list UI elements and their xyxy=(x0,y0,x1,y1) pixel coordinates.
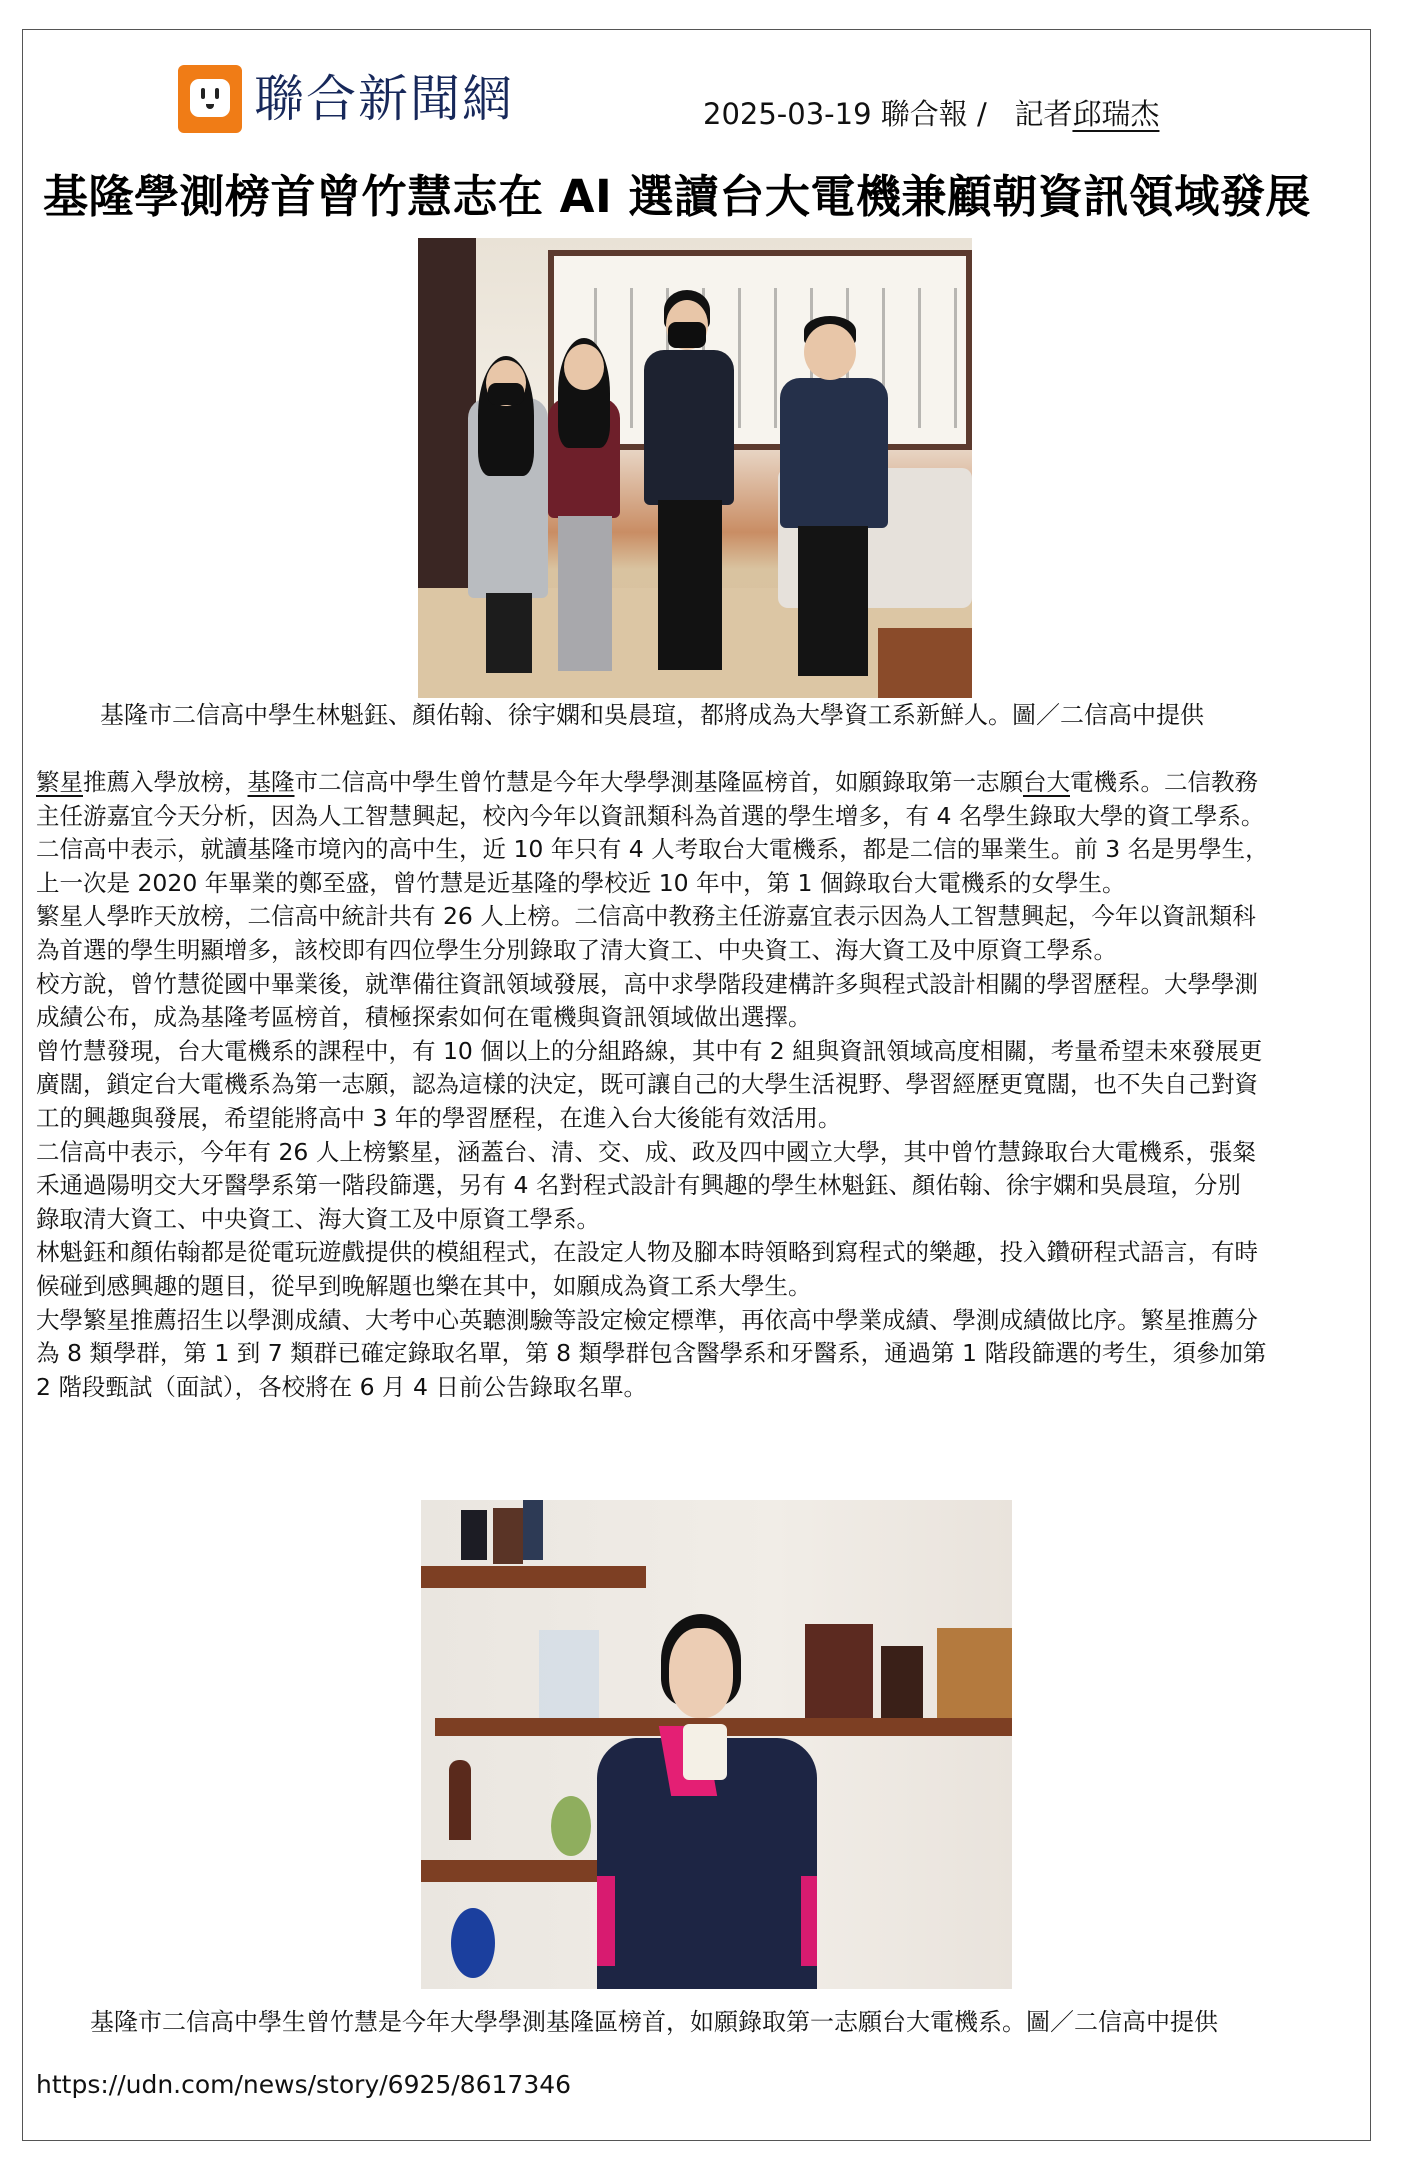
zeng-zhuhui-portrait-photo xyxy=(421,1500,1012,1989)
body-line xyxy=(36,1337,1361,1371)
body-line xyxy=(36,1203,1361,1237)
body-text: 校方說，曾竹慧從國中畢業後，就準備往資訊領域發展，高中求學階段建構許多與程式設計相關的學習歷程。大學學測 xyxy=(36,969,1258,998)
body-text: 林魁鈺和顏佑翰都是從電玩遊戲提供的模組程式，在設定人物及腳本時領略到寫程式的樂趣，投入鑽研程式語言，有時 xyxy=(36,1238,1258,1267)
body-line xyxy=(36,833,1361,867)
body-line xyxy=(36,1068,1361,1102)
body-line xyxy=(36,1169,1361,1203)
udn-mascot-icon xyxy=(178,65,242,133)
body-text: 廣闊，鎖定台大電機系為第一志願，認為這樣的決定，既可讓自己的大學生活視野、學習經歷更寬闊，也不失自己對資 xyxy=(36,1070,1258,1099)
body-text: 候碰到感興趣的題目，從早到晚解題也樂在其中，如願成為資工系大學生。 xyxy=(36,1271,812,1300)
udn-logo[interactable] xyxy=(178,65,514,133)
body-text: 大學繁星推薦招生以學測成績、大考中心英聽測驗等設定檢定標準，再依高中學業成績、學測成績做比序。繁星推薦分 xyxy=(36,1305,1258,1334)
body-text: 市二信高中學生曾竹慧是今年大學學測基隆區榜首，如願錄取第一志願 xyxy=(294,768,1023,796)
source-url-link[interactable]: https://udn.com/news/story/6925/8617346 xyxy=(36,2070,572,2099)
reporter-link[interactable]: 邱瑞杰 xyxy=(1072,97,1160,131)
dateline xyxy=(703,92,1159,136)
body-line xyxy=(36,968,1361,1002)
publish-date: 2025-03-19 xyxy=(703,97,872,131)
body-line xyxy=(36,900,1361,934)
body-line xyxy=(36,934,1361,968)
body-line xyxy=(36,1001,1361,1035)
body-text: 成績公布，成為基隆考區榜首，積極探索如何在電機與資訊領域做出選擇。 xyxy=(36,1003,812,1032)
body-text: 二信高中表示，今年有 26 人上榜繁星，涵蓋台、清、交、成、政及四中國立大學，其中曾竹慧錄取台大電機系，張粲 xyxy=(36,1137,1256,1166)
body-text: 主任游嘉宜今天分析，因為人工智慧興起，校內今年以資訊類科為首選的學生增多，有 4 名學生錄取大學的資工學系。 xyxy=(36,801,1265,830)
body-line xyxy=(36,1371,1361,1405)
body-line xyxy=(36,1035,1361,1069)
students-group-photo xyxy=(418,238,972,698)
body-line xyxy=(36,1270,1361,1304)
brand-name: 聯合新聞網 xyxy=(254,70,514,128)
body-text: 推薦入學放榜， xyxy=(83,768,248,796)
body-text: 電機系。二信教務 xyxy=(1070,768,1258,796)
body-line xyxy=(36,1102,1361,1136)
article-title: 基隆學測榜首曾竹慧志在 AI 選讀台大電機兼顧朝資訊領域發展 xyxy=(43,170,1311,223)
body-line xyxy=(36,1136,1361,1170)
body-text: 繁星人學昨天放榜，二信高中統計共有 26 人上榜。二信高中教務主任游嘉宜表示因為人工智慧興起，今年以資訊類科 xyxy=(36,902,1256,931)
body-text: 為首選的學生明顯增多，該校即有四位學生分別錄取了清大資工、中央資工、海大資工及中原資工學系。 xyxy=(36,935,1117,964)
photo2-caption: 基隆市二信高中學生曾竹慧是今年大學學測基隆區榜首，如願錄取第一志願台大電機系。圖／二信高中提供 xyxy=(90,2008,1218,2036)
publication: 聯合報 xyxy=(880,97,968,131)
body-line xyxy=(36,800,1361,834)
separator: / xyxy=(977,97,987,131)
inline-link[interactable]: 台大 xyxy=(1023,768,1070,796)
body-text: 禾通過陽明交大牙醫學系第一階段篩選，另有 4 名對程式設計有興趣的學生林魁鈺、顏佑翰、徐宇嫻和吳晨瑄，分別 xyxy=(36,1171,1241,1200)
body-text: 工的興趣與發展，希望能將高中 3 年的學習歷程，在進入台大後能有效活用。 xyxy=(36,1103,842,1132)
body-text: 2 階段甄試（面試），各校將在 6 月 4 日前公告錄取名單。 xyxy=(36,1372,647,1401)
inline-link[interactable]: 基隆 xyxy=(247,768,295,796)
article-body xyxy=(36,766,1361,1404)
body-text: 為 8 類學群，第 1 到 7 類群已確定錄取名單，第 8 類學群包含醫學系和牙醫系，通過第 1 階段篩選的考生，須參加第 xyxy=(36,1339,1267,1368)
photo1-caption: 基隆市二信高中學生林魁鈺、顏佑翰、徐宇嫻和吳晨瑄，都將成為大學資工系新鮮人。圖／二信高中提供 xyxy=(100,701,1204,729)
body-line xyxy=(36,867,1361,901)
body-line xyxy=(36,1236,1361,1270)
body-text: 二信高中表示，就讀基隆市境內的高中生，近 10 年只有 4 人考取台大電機系，都是二信的畢業生。前 3 名是男學生， xyxy=(36,835,1269,864)
body-text: 曾竹慧發現，台大電機系的課程中，有 10 個以上的分組路線，其中有 2 組與資訊領域高度相關，考量希望未來發展更 xyxy=(36,1036,1263,1065)
body-line xyxy=(36,766,1361,800)
body-text: 上一次是 2020 年畢業的鄭至盛，曾竹慧是近基隆的學校近 10 年中，第 1 個錄取台大電機系的女學生。 xyxy=(36,868,1126,897)
body-text: 錄取清大資工、中央資工、海大資工及中原資工學系。 xyxy=(36,1204,600,1233)
reporter-prefix: 記者 xyxy=(1014,97,1073,131)
body-line xyxy=(36,1304,1361,1338)
inline-link[interactable]: 繁星 xyxy=(36,768,83,796)
